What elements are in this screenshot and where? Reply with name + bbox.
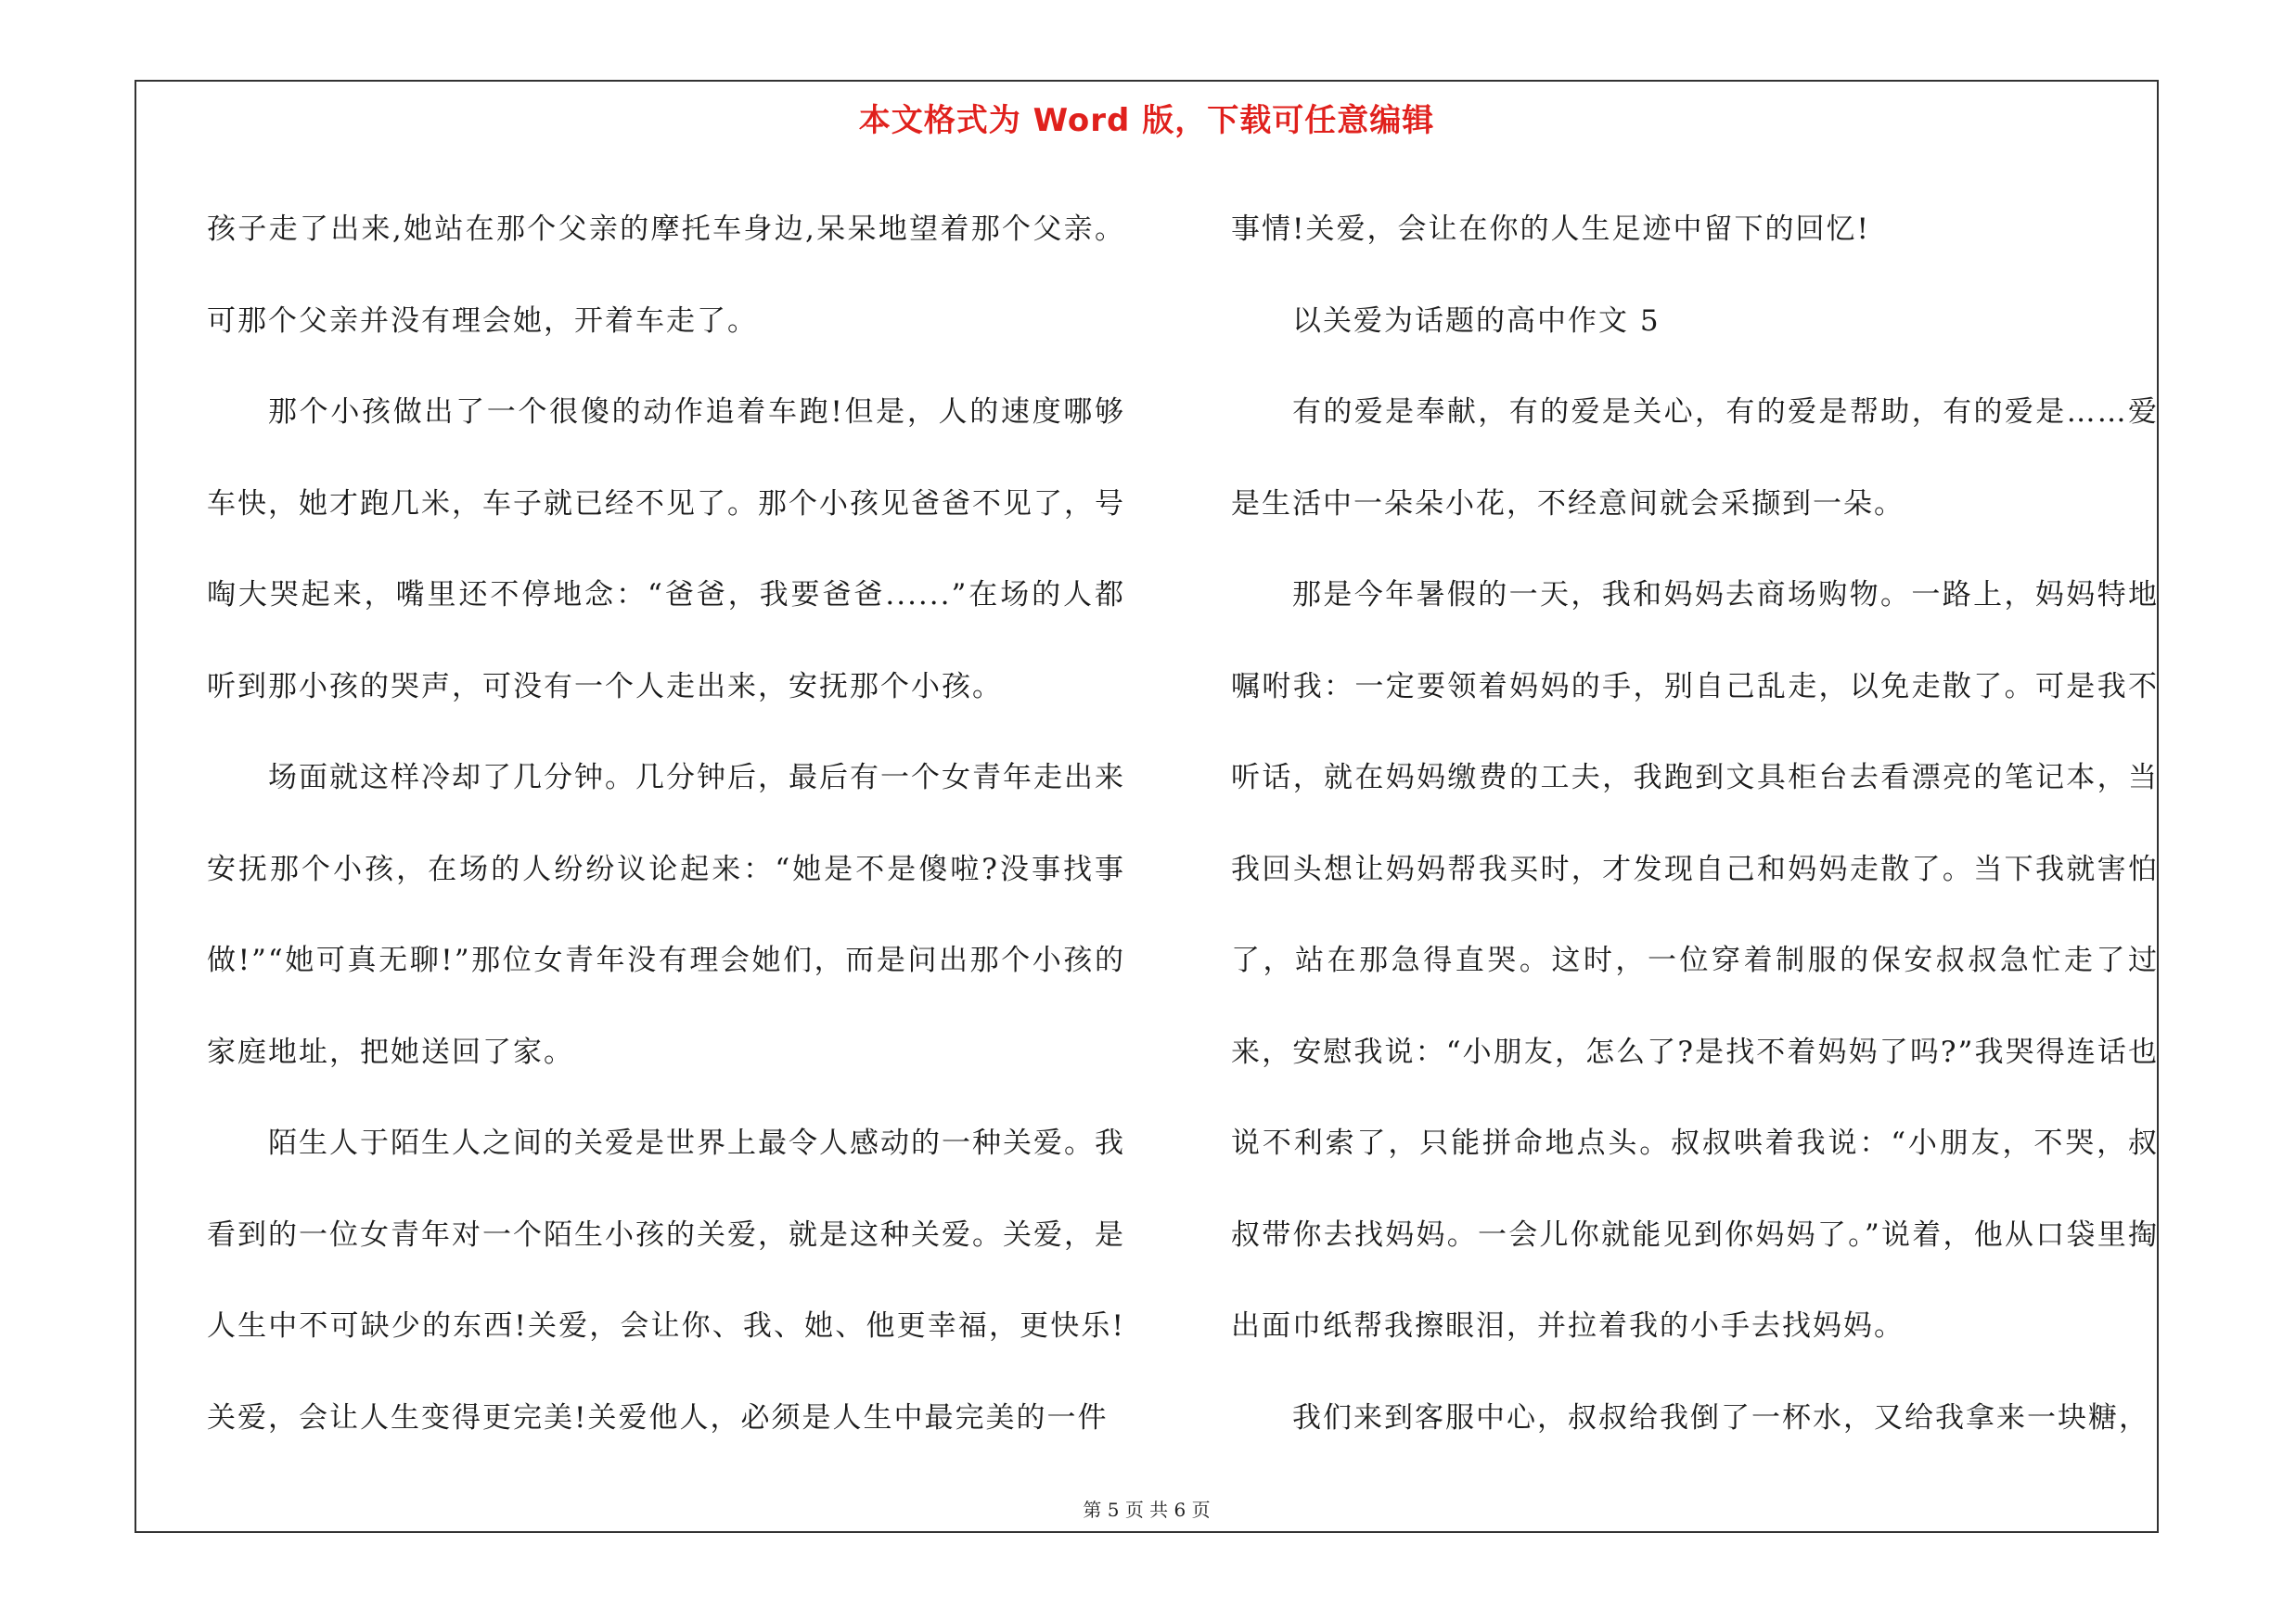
paragraph: 陌生人于陌生人之间的关爱是世界上最令人感动的一种关爱。我看到的一位女青年对一个陌生小孩的关爱，就是这种关爱。关爱，是人生中不可缺少的东西!关爱，会让你、我、她、他更幸福，更快乐!关爱，会让人生变得更完美!关爱他人，必须是人生中最完美的一件 <box>207 1127 1125 1435</box>
paragraph: 场面就这样冷却了几分钟。几分钟后，最后有一个女青年走出来安抚那个小孩，在场的人纷纷议论起来：“她是不是傻啦?没事找事做!”“她可真无聊!”那位女青年没有理会她们，而是问出那个小孩的家庭地址，把她送回了家。 <box>207 761 1125 1069</box>
paragraph: 有的爱是奉献，有的爱是关心，有的爱是帮助，有的爱是……爱是生活中一朵朵小花，不经意间就会采撷到一朵。 <box>1231 395 2159 521</box>
left-column <box>207 184 1125 1463</box>
paragraph: 孩子走了出来,她站在那个父亲的摩托车身边,呆呆地望着那个父亲。可那个父亲并没有理会她，开着车走了。 <box>207 213 1125 338</box>
header-banner: 本文格式为 Word 版，下载可任意编辑 <box>858 102 1435 139</box>
right-column <box>1231 184 2159 1463</box>
document-page <box>135 80 2159 1533</box>
page-number: 第 5 页 共 6 页 <box>1083 1499 1211 1521</box>
section-heading: 以关爱为话题的高中作文 5 <box>1292 303 1661 338</box>
paragraph: 事情!关爱，会让在你的人生足迹中留下的回忆! <box>1231 213 1870 246</box>
paragraph: 那是今年暑假的一天，我和妈妈去商场购物。一路上，妈妈特地嘱咐我：一定要领着妈妈的手，别自己乱走，以免走散了。可是我不听话，就在妈妈缴费的工夫，我跑到文具柜台去看漂亮的笔记本，当我回头想让妈妈帮我买时，才发现自己和妈妈走散了。当下我就害怕了，站在那急得直哭。这时，一位穿着制服的保安叔叔急忙走了过来，安慰我说：“小朋友，怎么了?是找不着妈妈了吗?”我哭得连话也说不利索了，只能拼命地点头。叔叔哄着我说：“小朋友，不哭，叔叔带你去找妈妈。一会儿你就能见到你妈妈了。”说着，他从口袋里掏出面巾纸帮我擦眼泪，并拉着我的小手去找妈妈。 <box>1231 578 2159 1343</box>
paragraph: 我们来到客服中心，叔叔给我倒了一杯水，又给我拿来一块糖， <box>1292 1400 2149 1435</box>
paragraph: 那个小孩做出了一个很傻的动作追着车跑!但是，人的速度哪够车快，她才跑几米，车子就已经不见了。那个小孩见爸爸不见了，号啕大哭起来，嘴里还不停地念：“爸爸，我要爸爸......”在场的人都听到那小孩的哭声，可没有一个人走出来，安抚那个小孩。 <box>207 395 1125 703</box>
